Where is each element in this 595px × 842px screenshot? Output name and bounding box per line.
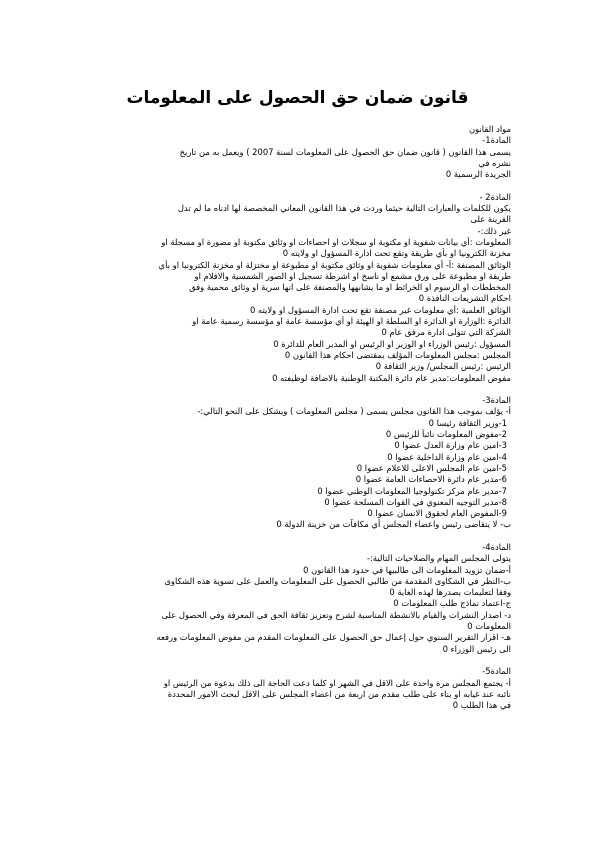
paragraph-line: أ-ضمان تزويد المعلومات الى طالبيها في حدود هذا القانون 0 (303, 564, 511, 575)
article-3-heading: المادة3- (482, 395, 511, 406)
article-4-heading: المادة4- (482, 541, 511, 552)
paragraph-line: المعلومات 0 (467, 621, 511, 632)
definition-line: مفوض المعلومات:مدير عام دائرة المكتبة الوطنية بالاضافة لوظيفته 0 (272, 372, 511, 383)
spacer (88, 384, 511, 395)
paragraph-line: ج-اعتماد نماذج طلب المعلومات 0 (393, 598, 511, 609)
paragraph-line: غير ذلك:- (477, 225, 511, 236)
member-line: 1-وزير الثقافة رئيسا 0 (428, 417, 507, 428)
definition-line: الوثائق العلمية :أي معلومات غير مصنفة تقع تحت ادارة المسؤول او ولايته 0 (249, 304, 511, 315)
paragraph-line: أ- يجتمع المجلس مرة واحدة على الاقل في الشهر او كلما دعت الحاجة الى ذلك بدعوة من الرئيس او (163, 677, 511, 688)
paragraph-line: يسمى هذا القانون ( قانون ضمان حق الحصول على المعلومات لسنة 2007 ) ويعمل به من تاريخ (179, 146, 511, 157)
document-body (88, 124, 511, 711)
spacer (88, 655, 511, 666)
paragraph-line: هـ- اقرار التقرير السنوي حول إعمال حق الحصول على المعلومات المقدم من مفوض المعلومات ورفعه (156, 632, 511, 643)
paragraph-line: نشره في (478, 157, 511, 168)
paragraph-line: القرينة على (470, 214, 511, 225)
paragraph-line: ب-النظر في الشكاوى المقدمة من طالبي الحصول على المعلومات والعمل على تسوية هذه الشكاوى (164, 575, 511, 586)
definition-line: المجلس :مجلس المعلومات المؤلف بمقتضى احكام هذا القانون 0 (284, 349, 511, 360)
member-line: 6-مدير عام دائرة الاحصاءات العامة عضوا 0 (355, 474, 507, 485)
paragraph-line: يتولى المجلس المهام والصلاحيات التالية:- (367, 553, 511, 564)
member-line: 9-المفوض العام لحقوق الانسان عضوا 0 (367, 508, 507, 519)
definition-line: مخزنة الكترونيا او بأي طريقة وتقع تحت ادارة المسؤول او ولايته 0 (282, 248, 511, 259)
spacer (88, 531, 511, 542)
section-header: مواد القانون (468, 124, 511, 134)
definition-line: الوثائق المصنفة :أ- أي معلومات شفوية او وثائق مكتوبة او مطبوعة او مختزلة او مخزنة الكترونيا او بأي (158, 259, 511, 270)
spacer (88, 180, 511, 191)
definition-line: الرئيس :رئيس المجلس/ وزير الثقافة 0 (375, 361, 511, 372)
definition-line: طريقة او مطبوعة على ورق مشمع او ناسخ او اشرطة تسجيل او الصور الشمسية والافلام او (194, 270, 511, 281)
paragraph-line: أ- يؤلف بموجب هذا القانون مجلس يسمى ( مجلس المعلومات ) ويشكل على النحو التالي:- (197, 406, 511, 417)
member-line: 3-امين عام وزارة العدل عضوا 0 (394, 440, 507, 451)
paragraph-line: نائبه عند غيابه او بناء على طلب مقدم من اربعة من اعضاء المجلس على الاقل لبحث الامور المحددة (167, 688, 511, 699)
paragraph-line: د- اصدار النشرات والقيام بالانشطة المناسبة لشرح وتعزيز ثقافة الحق في المعرفة وفي الحصول على (161, 609, 511, 620)
definition-line: احكام التشريعات النافذة 0 (418, 293, 511, 304)
paragraph-line: ب- لا يتقاضى رئيس واعضاء المجلس أي مكافآت من خزينة الدولة 0 (276, 519, 511, 530)
member-line: 5-امين عام المجلس الاعلى للاعلام عضوا 0 (356, 462, 507, 473)
definition-line: المعلومات :أي بيانات شفوية او مكتوبة او سجلات او احصاءات او وثائق مكتوبة او مصورة او مسجلة او (161, 236, 511, 247)
article-5-heading: المادة5- (482, 666, 511, 677)
definition-line: المخططات او الرسوم او الخرائط او ما يشابهها والمصنفة على انها سرية او وثائق محمية وفق (189, 282, 511, 293)
member-line: 7-مدير عام مركز تكنولوجيا المعلومات الوطني عضوا 0 (317, 485, 507, 496)
definition-line: الشركة التي تتولى ادارة مرفق عام 0 (381, 327, 511, 338)
paragraph-line: يكون للكلمات والعبارات التالية حيثما وردت في هذا القانون المعاني المخصصة لها ادناه ما لم تدل (177, 203, 511, 214)
member-line: 8-مدير التوجيه المعنوي في القوات المسلحة عضوا 0 (324, 496, 507, 507)
article-1-heading: المادة1- (482, 135, 511, 146)
member-line: 2-مفوض المعلومات نائباً للرئيس 0 (385, 429, 507, 440)
definition-line: الدائرة :الوزارة او الدائرة او السلطة او الهيئة او أي مؤسسة عامة او مؤسسة رسمية عامة او (192, 316, 511, 327)
paragraph-line: الى رئيس الوزراء 0 (442, 643, 511, 654)
article-2-heading: المادة2 - (479, 191, 511, 202)
paragraph-line: الجريدة الرسمية 0 (445, 169, 511, 180)
page-title: قانون ضمان حق الحصول على المعلومات (126, 88, 469, 108)
paragraph-line: وفقا لتعليمات يصدرها لهذه الغاية 0 (389, 587, 511, 598)
paragraph-line: في هذا الطلب 0 (452, 700, 511, 711)
definition-line: المسؤول :رئيس الوزراء او الوزير او الرئيس او المدير العام للدائرة 0 (273, 338, 511, 349)
member-line: 4-امين عام وزارة الداخلية عضوا 0 (387, 451, 507, 462)
